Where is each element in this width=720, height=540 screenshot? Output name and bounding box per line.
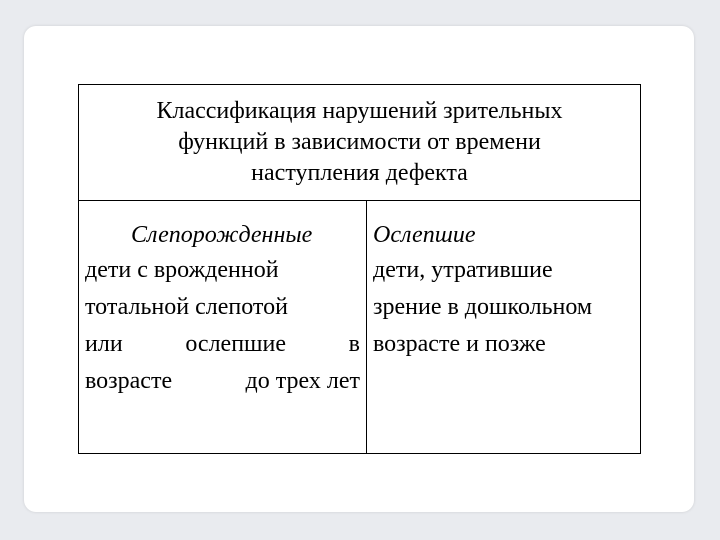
- description-line: тотальной слепотой: [85, 294, 288, 320]
- column-blind-from-birth: [79, 201, 366, 453]
- column-title: Ослепшие: [373, 222, 476, 248]
- table-header-cell: [79, 85, 640, 201]
- column-blinded-later: [367, 201, 640, 453]
- description-word: или: [85, 331, 123, 357]
- description-line: [85, 326, 360, 363]
- description-line: дети, утратившие: [373, 257, 553, 283]
- description-line: зрение в дошкольном: [373, 294, 593, 320]
- header-line: наступления дефекта: [251, 160, 468, 186]
- description-word: в: [348, 331, 360, 357]
- classification-table: [78, 84, 641, 454]
- description-word: ослепшие: [185, 331, 287, 357]
- description-line: дети с врожденной: [85, 257, 279, 283]
- column-title: Слепорожденные: [131, 222, 313, 248]
- column-description: [85, 252, 360, 400]
- description-word: возрасте: [85, 368, 173, 394]
- description-line: [85, 363, 360, 400]
- table-header-title: [146, 96, 572, 189]
- description-word: до трех лет: [245, 368, 360, 394]
- column-description: [373, 252, 636, 363]
- header-line: функций в зависимости от времени: [178, 129, 541, 155]
- header-line: Классификация нарушений зрительных: [156, 98, 563, 124]
- description-line: возрасте и позже: [373, 331, 546, 357]
